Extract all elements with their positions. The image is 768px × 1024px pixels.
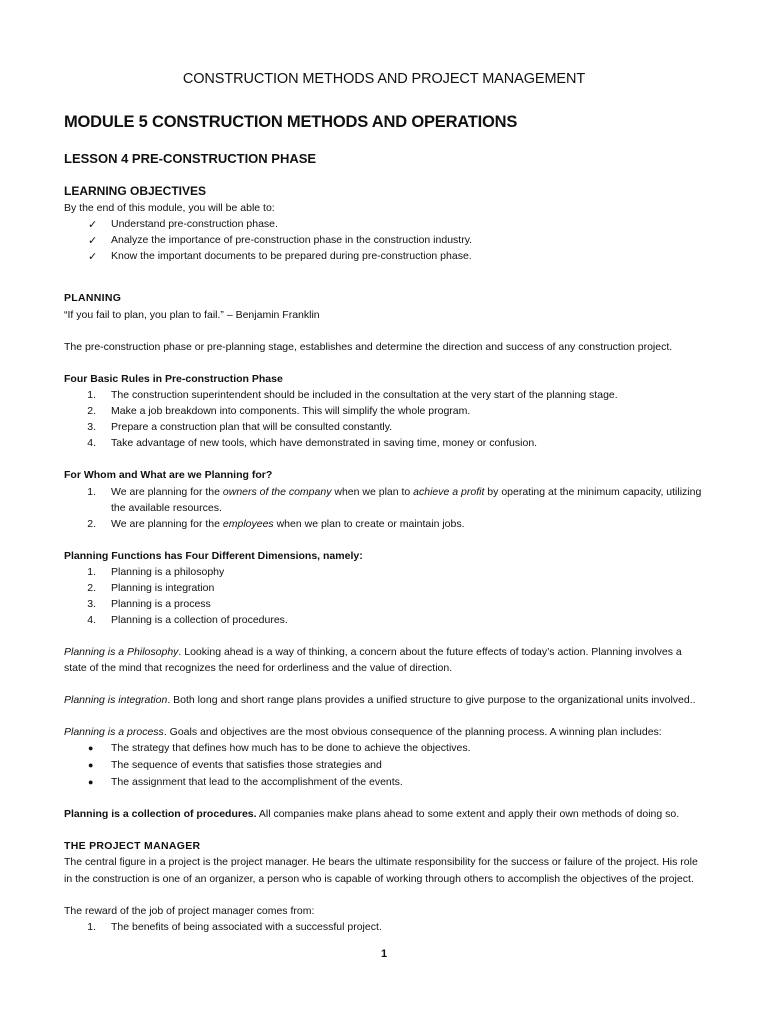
planning-quote: “If you fail to plan, you plan to fail.” – Benjamin Franklin: [64, 309, 320, 321]
list-number: 4.: [87, 614, 96, 626]
objective-text: Analyze the importance of pre-construction phase in the construction industry.: [111, 234, 473, 246]
list-number: 3.: [87, 421, 96, 433]
list-text: Make a job breakdown into components. This will simplify the whole program.: [111, 405, 471, 417]
procedures-paragraph: Planning is a collection of procedures. All companies make plans ahead to some extent and apply their own methods of doing so.: [64, 808, 680, 820]
list-text: Planning is a collection of procedures.: [111, 614, 288, 626]
list-number: 2.: [87, 405, 96, 417]
list-text: We are planning for the employees when we plan to create or maintain jobs.: [111, 518, 465, 530]
list-text: Prepare a construction plan that will be consulted constantly.: [111, 421, 393, 433]
objective-text: Understand pre-construction phase.: [111, 218, 278, 230]
reward-intro: The reward of the job of project manager comes from:: [64, 905, 315, 917]
dimensions-heading: Planning Functions has Four Different Dimensions, namely:: [64, 550, 363, 562]
project-manager-paragraph-line: in the construction is one of an organizer, a person who is capable of working through others to accomplish the objectives of the project.: [64, 873, 694, 885]
list-text: Planning is a process: [111, 598, 211, 610]
list-number: 2.: [87, 518, 96, 530]
bullet-text: The sequence of events that satisfies those strategies and: [111, 759, 382, 771]
objectives-heading: LEARNING OBJECTIVES: [64, 184, 207, 198]
list-text: We are planning for the owners of the company when we plan to achieve a profit by operating at the minimum capacity, utilizing: [111, 486, 702, 498]
list-text: The construction superintendent should be included in the consultation at the very start of the planning stage.: [111, 389, 618, 401]
list-number: 1.: [87, 566, 96, 578]
objective-text: Know the important documents to be prepared during pre-construction phase.: [111, 250, 472, 262]
list-number: 1.: [87, 921, 96, 933]
list-number: 1.: [87, 486, 96, 498]
bullet-icon: ●: [88, 743, 94, 753]
bullet-text: The assignment that lead to the accomplishment of the events.: [111, 776, 403, 788]
list-number: 2.: [87, 582, 96, 594]
page-number: 1: [380, 948, 388, 960]
philosophy-paragraph-line: Planning is a Philosophy. Looking ahead is a way of thinking, a concern about the future effects of today’s action. Planning involves a: [64, 646, 682, 658]
bullet-icon: ●: [88, 777, 94, 787]
lesson-title: LESSON 4 PRE-CONSTRUCTION PHASE: [64, 151, 317, 166]
document-header: CONSTRUCTION METHODS AND PROJECT MANAGEMENT: [182, 71, 586, 87]
module-title: MODULE 5 CONSTRUCTION METHODS AND OPERATIONS: [64, 113, 518, 131]
planning-heading: PLANNING: [64, 292, 122, 304]
list-text-continuation: the available resources.: [111, 502, 222, 514]
for-whom-heading: For Whom and What are we Planning for?: [64, 469, 273, 481]
list-text: The benefits of being associated with a successful project.: [111, 921, 382, 933]
integration-paragraph: Planning is integration. Both long and short range plans provides a unified structure to give purpose to the organizational units involved..: [64, 694, 696, 706]
checkmark-icon: ✓: [88, 219, 98, 231]
checkmark-icon: ✓: [88, 235, 98, 247]
objectives-intro: By the end of this module, you will be able to:: [64, 202, 275, 214]
planning-intro: The pre-construction phase or pre-planning stage, establishes and determine the direction and success of any construction project.: [64, 341, 673, 353]
basic-rules-heading: Four Basic Rules in Pre-construction Phase: [64, 373, 283, 385]
list-number: 3.: [87, 598, 96, 610]
process-paragraph: Planning is a process. Goals and objectives are the most obvious consequence of the planning process. A winning plan includes:: [64, 726, 662, 738]
list-number: 1.: [87, 389, 96, 401]
project-manager-paragraph-line: The central figure in a project is the project manager. He bears the ultimate responsibility for the success or failure of the project. His role: [64, 856, 698, 868]
checkmark-icon: ✓: [88, 251, 98, 263]
philosophy-paragraph-line: state of the mind that recognizes the need for orderliness and the value of direction.: [64, 662, 453, 674]
project-manager-heading: THE PROJECT MANAGER: [64, 840, 201, 852]
bullet-text: The strategy that defines how much has to be done to achieve the objectives.: [111, 742, 471, 754]
list-text: Take advantage of new tools, which have demonstrated in saving time, money or confusion.: [111, 437, 538, 449]
list-number: 4.: [87, 437, 96, 449]
list-text: Planning is a philosophy: [111, 566, 225, 578]
bullet-icon: ●: [88, 760, 94, 770]
list-text: Planning is integration: [111, 582, 215, 594]
